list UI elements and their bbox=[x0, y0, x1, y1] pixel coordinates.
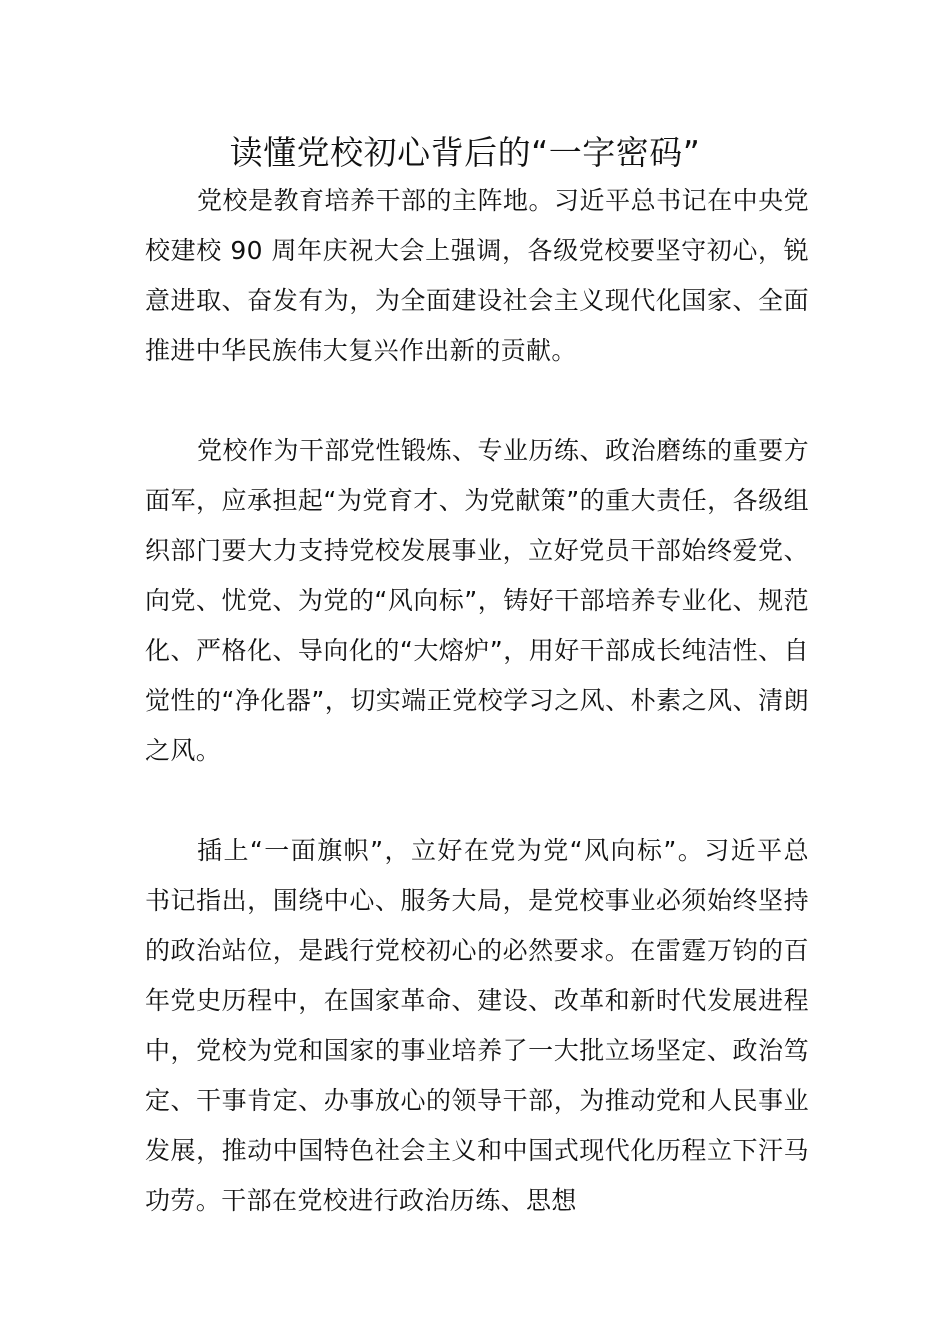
document-title: 读懂党校初心背后的“一字密码” bbox=[229, 133, 701, 172]
paragraph-1: 党校是教育培养干部的主阵地。习近平总书记在中央党校建校 90 周年庆祝大会上强调，各级党校要坚守初心，锐意进取、奋发有为，为全面建设社会主义现代化国家、全面推进中华民族伟大复兴作出新的贡献。 bbox=[145, 186, 809, 365]
paragraph-2: 党校作为干部党性锻炼、专业历练、政治磨练的重要方面军，应承担起“为党育才、为党献策”的重大责任，各级组织部门要大力支持党校发展事业，立好党员干部始终爱党、向党、忧党、为党的“风向标”，铸好干部培养专业化、规范化、严格化、导向化的“大熔炉”，用好干部成长纯洁性、自觉性的“净化器”，切实端正党校学习之风、朴素之风、清朗之风。 bbox=[145, 436, 809, 765]
paragraph-3: 插上“一面旗帜”，立好在党为党“风向标”。习近平总书记指出，围绕中心、服务大局，是党校事业必须始终坚持的政治站位，是践行党校初心的必然要求。在雷霆万钧的百年党史历程中，在国家革命、建设、改革和新时代发展进程中，党校为党和国家的事业培养了一大批立场坚定、政治笃定、干事肯定、办事放心的领导干部，为推动党和人民事业发展，推动中国特色社会主义和中国式现代化历程立下汗马功劳。干部在党校进行政治历练、思想 bbox=[145, 836, 809, 1215]
